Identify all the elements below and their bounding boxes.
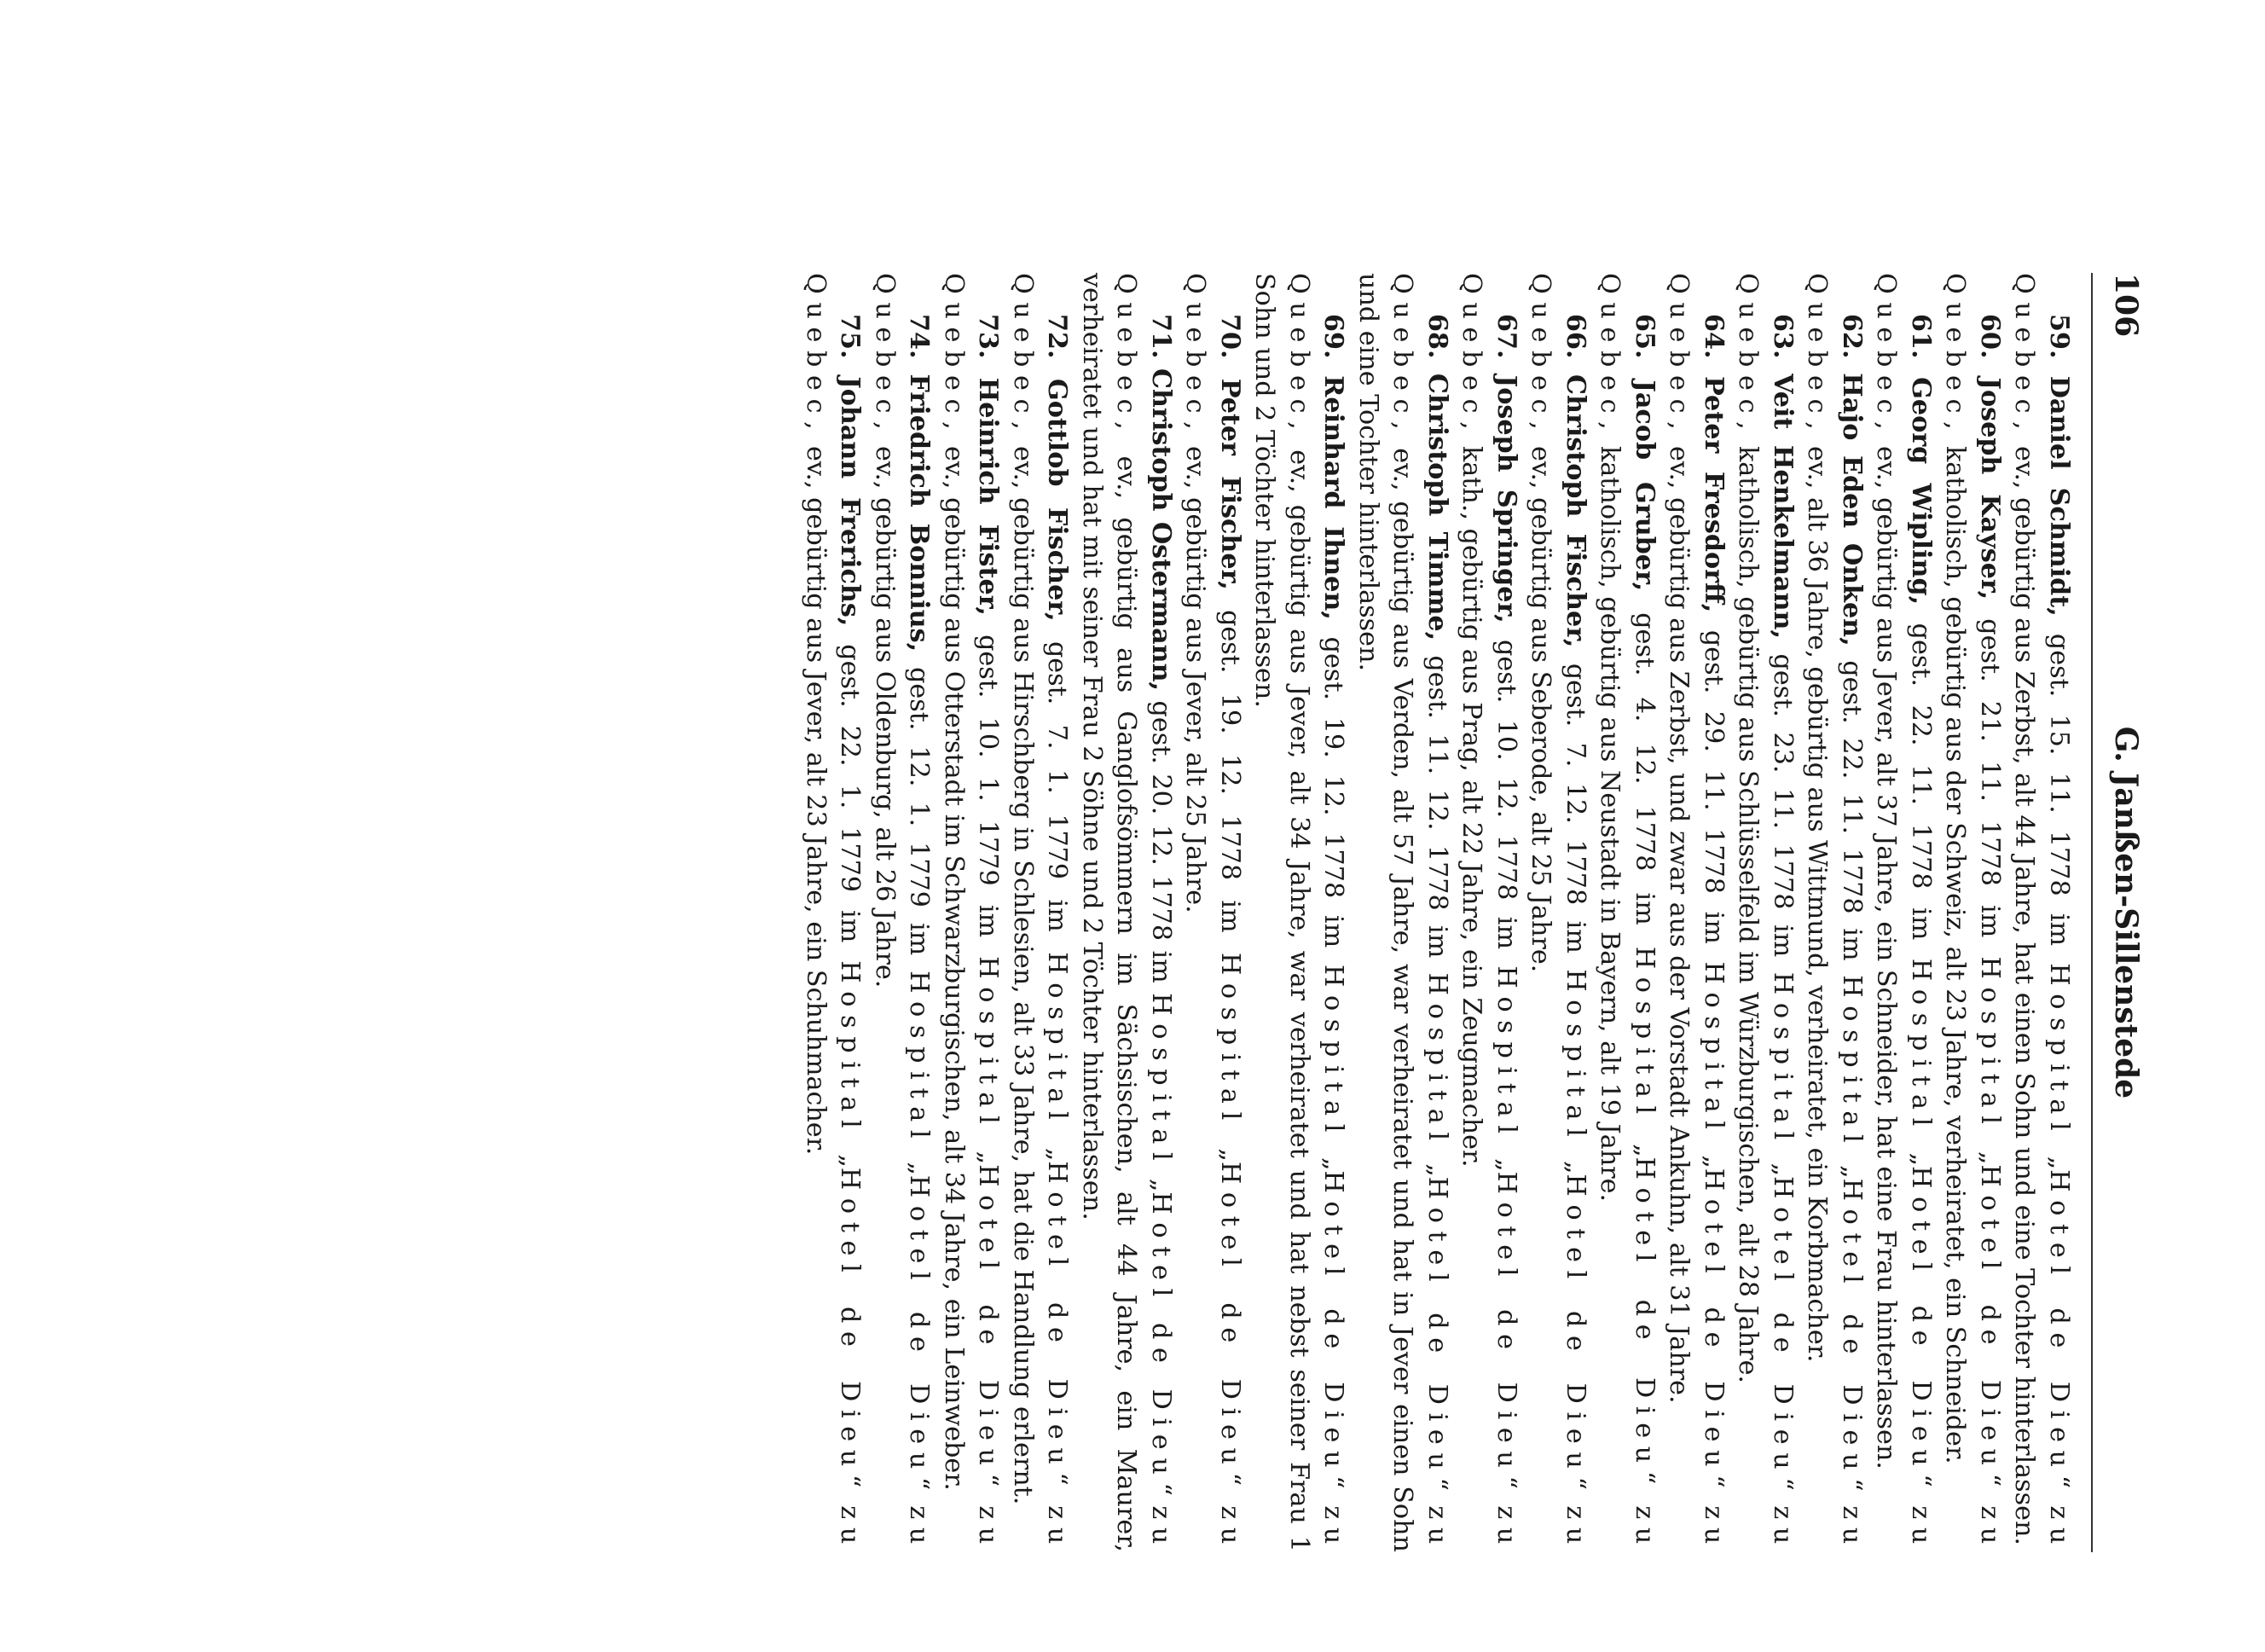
entry-quote-close: “ [1561,1476,1590,1506]
entry-person-name: Christoph Fischer, [1561,374,1590,648]
entry-details: ev., gebürtig aus Jever, alt 25 Jahre. [1180,438,1211,913]
entry-quote-open: „ [835,1136,866,1168]
entry-details: ev., gebürtig aus Jever, alt 23 Jahre, ein Schuhmacher. [801,438,831,1156]
entry-hospital-name: Hotel de Dieu [1492,1171,1521,1476]
entry-place: zu Quebec, [1284,273,1349,1553]
entry-place: zu Quebec, [1111,273,1176,1552]
entry-hospital-name: Hotel de Dieu [1318,1170,1349,1476]
entry-quote-open: „ [1906,1133,1936,1167]
entry-quote-close: “ [2044,1475,2074,1506]
entry-details: ev., gebürtig aus Zerbst, und zwar aus der Vorstadt Ankuhn, alt 31 Jahre. [1664,438,1694,1404]
entry-person-name: Joseph Springer, [1492,374,1521,623]
entry-quote-open: „ [1699,1137,1729,1168]
entry-quote-open: „ [1561,1145,1590,1174]
entry-death-date: gest. 20. 12. 1778 im [1146,691,1176,994]
entry-place: zu Quebec, [1457,273,1521,1553]
entry-place: zu Quebec, [1008,273,1073,1552]
entry-hospital-word: Hospital [1699,961,1729,1138]
entry-place: zu Quebec, [1387,273,1452,1552]
entry-hospital-word: Hospital [973,956,1004,1133]
entry-number: 59. [2044,314,2074,359]
entry-person-name: Hajo Eden Onken, [1837,373,1867,646]
entry-hospital-word: Hospital [1906,958,1936,1134]
entry-hospital-name: Hotel de Dieu [1215,1161,1245,1473]
entry-death-date: gest. 21. 11. 1778 im [1975,600,2005,957]
entry-person-name: Heinrich Fister, [973,377,1004,616]
entry-quote-open: „ [973,1132,1004,1165]
entry-quote-close: “ [1837,1478,1867,1506]
entry-death-date: gest. 29. 11. 1778 im [1699,612,1729,962]
entry-hospital-word: Hospital [904,971,935,1147]
entry-place: zu Quebec, [1940,273,2005,1553]
death-record-entry [2007,273,2076,1552]
death-record-entry [1178,273,1247,1552]
running-head [2091,273,2149,1552]
death-record-entry [1730,273,1799,1552]
entry-hospital-name: Hotel de Dieu [1630,1156,1660,1471]
entry-quote-open: „ [1837,1151,1867,1179]
entry-quote-close: “ [1042,1472,1073,1506]
entry-number: 75. [835,314,866,359]
death-record-entry [1799,273,1868,1552]
entry-person-name: Gottlob Fischer, [1042,378,1073,622]
entry-details: katholisch, gebürtig aus der Schweiz, alt 23 Jahre, verheiratet, ein Schneider. [1940,438,1971,1464]
entry-death-date: gest. 19. 12. 1778 im [1215,589,1245,953]
entry-quote-open: „ [1492,1141,1521,1172]
entry-quote-close: “ [1699,1475,1729,1506]
entry-hospital-word: Hospital [1630,946,1660,1122]
death-record-entry [867,273,936,1552]
entry-list [798,273,2077,1552]
entry-details: ev., gebürtig aus Seberode, alt 25 Jahre. [1526,438,1556,973]
entry-quote-open: „ [1042,1127,1073,1162]
entry-number: 71. [1146,314,1176,359]
entry-details: ev., gebürtig aus Jever, alt 37 Jahre, ein Schneider, hat eine Frau hinterlassen. [1871,438,1902,1469]
death-record-entry [1454,273,1523,1552]
entry-hospital-word: Hospital [2044,963,2074,1139]
entry-hospital-name: Hotel de Dieu [904,1174,935,1477]
entry-hospital-word: Hospital [1561,969,1590,1145]
entry-hospital-name: Hotel de Dieu [1837,1178,1867,1479]
entry-death-date: gest. 10. 1. 1779 im [973,615,1004,957]
entry-death-date: gest. 15. 11. 1778 im [2044,616,2074,964]
entry-number: 64. [1699,314,1729,359]
entry-details: ev., gebürtig aus Otterstadt im Schwarzburgischen, alt 34 Jahre, ein Leinweber. [939,438,969,1491]
entry-death-date: gest. 22. 11. 1778 im [1906,605,1936,959]
entry-hospital-name: Hotel de Dieu [1422,1176,1452,1478]
entry-hospital-word: Hospital [1318,964,1349,1141]
entry-death-date: gest. 22. 11. 1778 im [1837,646,1867,976]
death-record-entry [1938,273,2007,1552]
entry-death-date: gest. 23. 11. 1778 im [1768,639,1798,972]
entry-death-date: gest. 7. 1. 1779 im [1042,621,1073,953]
death-record-entry [1661,273,1730,1552]
entry-quote-close: “ [1146,1482,1176,1506]
entry-number: 68. [1422,314,1452,359]
entry-number: 74. [904,314,935,359]
entry-death-date: gest. 12. 1. 1779 im [904,652,935,971]
entry-quote-open: „ [2044,1139,2074,1170]
entry-hospital-word: Hospital [1042,952,1073,1128]
header-title: G. Janßen-Sillenstede [2108,726,2144,1099]
entry-quote-open: „ [1146,1168,1176,1192]
entry-place: zu Quebec, [1180,273,1245,1552]
entry-place: zu Quebec, [1664,273,1729,1552]
entry-person-name: Christoph Ostermann, [1146,368,1176,692]
entry-number: 61. [1906,314,1936,359]
entry-place: zu Quebec, [2009,273,2074,1552]
entry-person-name: Joseph Kayser, [1975,377,2005,600]
entry-quote-open: „ [1318,1140,1349,1171]
death-record-entry [798,273,867,1552]
entry-quote-close: “ [835,1474,866,1506]
entry-quote-close: “ [1768,1477,1798,1506]
entry-hospital-word: Hospital [1146,993,1176,1169]
entry-person-name: Georg Wipling, [1906,377,1936,606]
entry-hospital-name: Hotel de Dieu [973,1164,1004,1474]
entry-details: ev., gebürtig aus Jever, alt 34 Jahre, war verheiratet und hat nebst seiner Frau 1 Sohn und 2 Töchter hinterlassen. [1249,273,1314,1552]
entry-person-name: Peter Fischer, [1215,378,1245,590]
death-record-entry [1351,273,1455,1552]
entry-death-date: gest. 4. 12. 1778 im [1630,591,1660,947]
entry-death-date: gest. 7. 12. 1778 im [1561,647,1590,970]
entry-hospital-name: Hotel de Dieu [1042,1161,1073,1473]
entry-details: ev., gebürtig aus Hirschberg in Schlesien, alt 33 Jahre, hat die Handlung erlernt. [1008,438,1038,1505]
death-record-entry [1868,273,1938,1552]
death-record-entry [1247,273,1351,1552]
entry-quote-close: “ [1215,1472,1245,1506]
entry-hospital-name: Hotel de Dieu [1975,1164,2005,1474]
entry-details: ev., gebürtig aus Verden, alt 57 Jahre, war verheiratet und hat in Jever einen Sohn und eine Tochter hinterlassen. [1353,273,1418,1552]
entry-number: 62. [1837,314,1867,359]
entry-number: 65. [1630,314,1660,359]
entry-hospital-word: Hospital [1422,972,1452,1149]
entry-person-name: Jacob Gruber, [1630,380,1660,592]
entry-details: ev., gebürtig aus Zerbst, alt 44 Jahre, hat einen Sohn und eine Tochter hinterlassen. [2009,438,2040,1545]
entry-quote-close: “ [1492,1475,1521,1506]
entry-quote-close: “ [1906,1474,1936,1506]
entry-person-name: Veit Henkelmann, [1768,374,1798,639]
entry-details: ev., gebürtig aus Oldenburg, alt 26 Jahre. [870,438,900,988]
death-record-entry [1005,273,1075,1552]
entry-details: kath., gebürtig aus Prag, alt 22 Jahre, ein Zeugmacher. [1457,438,1487,1168]
entry-quote-open: „ [1422,1148,1452,1177]
death-record-entry [936,273,1005,1552]
entry-person-name: Peter Fresdorff, [1699,376,1729,613]
entry-quote-open: „ [1630,1122,1660,1157]
entry-person-name: Christoph Timme, [1422,373,1452,641]
entry-quote-open: „ [904,1146,935,1175]
entry-number: 60. [1975,314,2005,359]
entry-details: ev., alt 36 Jahre, gebürtig aus Wittmund, verheiratet, ein Korbmacher. [1802,438,1833,1363]
entry-quote-close: “ [1975,1473,2005,1506]
entry-number: 66. [1561,314,1590,359]
entry-hospital-name: Hotel de Dieu [1146,1191,1176,1483]
entry-death-date: gest. 22. 1. 1779 im [835,626,866,961]
entry-number: 63. [1768,314,1798,359]
entry-hospital-name: Hotel de Dieu [835,1167,866,1475]
entry-quote-close: “ [1318,1475,1349,1506]
entry-hospital-word: Hospital [1837,975,1867,1151]
entry-death-date: gest. 10. 12. 1778 im [1492,623,1521,966]
rotated-book-page [341,273,2149,1552]
entry-hospital-word: Hospital [1768,971,1798,1148]
entry-hospital-name: Hotel de Dieu [1699,1168,1729,1475]
entry-death-date: gest. 19. 12. 1778 im [1318,619,1349,965]
death-record-entry [1592,273,1661,1552]
entry-number: 67. [1492,314,1521,359]
death-record-entry [1523,273,1592,1552]
entry-hospital-name: Hotel de Dieu [2044,1169,2074,1475]
entry-hospital-word: Hospital [1492,965,1521,1142]
entry-place: zu Quebec, [1802,273,1867,1552]
entry-hospital-word: Hospital [1215,952,1245,1129]
entry-quote-close: “ [1630,1470,1660,1506]
entry-details: katholisch, gebürtig aus Schlüsselfeld im Würzburgischen, alt 28 Jahre. [1733,438,1764,1384]
entry-person-name: Daniel Schmidt, [2044,375,2074,617]
entry-death-date: gest. 11. 12. 1778 im [1422,641,1452,973]
entry-quote-open: „ [1768,1147,1798,1177]
entry-place: zu Quebec, [1733,273,1798,1552]
entry-place: zu Quebec, [870,273,935,1552]
entry-person-name: Friedrich Bonnius, [904,374,935,652]
entry-hospital-name: Hotel de Dieu [1768,1176,1798,1478]
entry-details: ev., gebürtig aus Ganglofsömmern im Sächsischen, alt 44 Jahre, ein Maurer, verheiratet und hat mit seiner Frau 2 Söhne und 2 Töchter hinterlassen. [1077,273,1142,1552]
entry-quote-open: „ [1975,1132,2005,1165]
entry-details: katholisch, gebürtig aus Neustadt in Bayern, alt 19 Jahre. [1595,438,1625,1203]
entry-hospital-word: Hospital [1975,956,2005,1133]
entry-hospital-name: Hotel de Dieu [1906,1166,1936,1475]
death-record-entry [1075,273,1179,1552]
entry-quote-close: “ [973,1473,1004,1506]
entry-quote-open: „ [1215,1128,1245,1162]
entry-hospital-name: Hotel de Dieu [1561,1174,1590,1477]
entry-number: 72. [1042,314,1073,359]
entry-number: 69. [1318,314,1349,359]
entry-person-name: Reinhard Ihnen, [1318,375,1349,620]
entry-number: 73. [973,314,1004,359]
entry-quote-close: “ [1422,1477,1452,1506]
entry-number: 70. [1215,314,1245,359]
entry-place: zu Quebec, [1871,273,1936,1552]
entry-place: zu Quebec, [1526,273,1590,1552]
entry-hospital-word: Hospital [835,960,866,1137]
entry-quote-close: “ [904,1476,935,1506]
entry-place: zu Quebec, [939,273,1004,1552]
entry-place: zu Quebec, [801,273,866,1552]
page-number: 106 [2108,273,2144,338]
entry-place: zu Quebec, [1595,273,1660,1552]
entry-person-name: Johann Frerichs, [835,376,866,627]
